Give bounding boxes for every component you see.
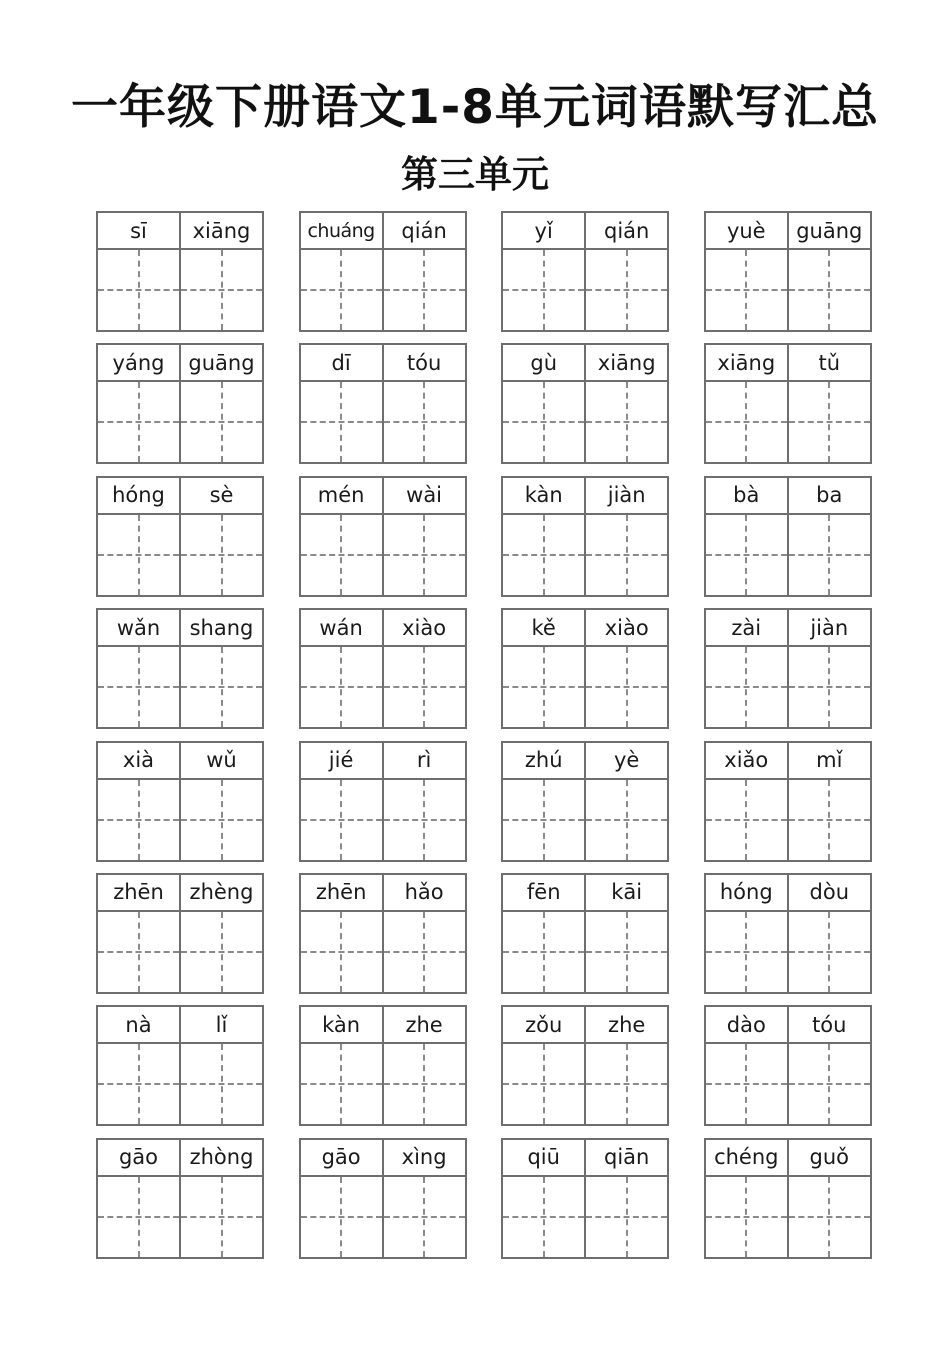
writing-cell[interactable] <box>503 515 586 595</box>
word-box <box>96 211 264 332</box>
pinyin-label: xiāng <box>192 218 251 243</box>
pinyin-label: dòu <box>809 880 850 905</box>
pinyin-label: tóu <box>406 350 442 375</box>
pinyin-row <box>706 478 870 515</box>
pinyin-label: hóng <box>706 875 789 910</box>
writing-cell[interactable] <box>706 382 789 462</box>
writing-cell[interactable] <box>98 1044 181 1124</box>
writing-row <box>503 250 667 330</box>
word-box <box>704 1138 872 1259</box>
writing-cell[interactable] <box>384 1044 465 1124</box>
writing-cell[interactable] <box>384 780 465 860</box>
pinyin-label: kàn <box>301 1007 384 1042</box>
pinyin-row <box>503 743 667 780</box>
word-box <box>96 1005 264 1126</box>
pinyin-row <box>98 1140 262 1177</box>
writing-row <box>98 1044 262 1124</box>
writing-cell[interactable] <box>503 780 586 860</box>
pinyin-label: hǎo <box>404 880 444 905</box>
pinyin-row <box>706 610 870 647</box>
writing-cell[interactable] <box>301 647 384 727</box>
pinyin-label: hóng <box>98 478 181 513</box>
writing-cell[interactable] <box>98 912 181 992</box>
pinyin-label: wài <box>406 483 443 508</box>
pinyin-row <box>301 610 465 647</box>
writing-row <box>706 1044 870 1124</box>
writing-cell[interactable] <box>586 780 667 860</box>
word-box <box>96 873 264 994</box>
word-box <box>501 1138 669 1259</box>
writing-cell[interactable] <box>789 515 870 595</box>
writing-cell[interactable] <box>384 647 465 727</box>
word-grid <box>96 211 869 1259</box>
writing-cell[interactable] <box>181 515 262 595</box>
pinyin-row <box>706 875 870 912</box>
pinyin-label: sè <box>209 483 234 508</box>
pinyin-label: mén <box>301 478 384 513</box>
writing-cell[interactable] <box>706 250 789 330</box>
writing-row <box>503 515 667 595</box>
pinyin-label: shang <box>189 615 254 640</box>
writing-cell[interactable] <box>181 1044 262 1124</box>
word-box <box>299 873 467 994</box>
pinyin-label: zhèng <box>189 880 254 905</box>
pinyin-label: wǎn <box>98 610 181 645</box>
writing-cell[interactable] <box>384 515 465 595</box>
writing-cell[interactable] <box>789 647 870 727</box>
word-box <box>704 343 872 464</box>
writing-cell[interactable] <box>586 912 667 992</box>
word-box <box>501 608 669 729</box>
writing-cell[interactable] <box>789 912 870 992</box>
writing-row <box>706 1177 870 1257</box>
pinyin-row <box>503 610 667 647</box>
pinyin-label: zhe <box>405 1012 443 1037</box>
writing-row <box>98 250 262 330</box>
writing-cell[interactable] <box>301 1177 384 1257</box>
word-box <box>704 211 872 332</box>
word-box <box>501 343 669 464</box>
pinyin-row <box>706 213 870 250</box>
writing-row <box>98 1177 262 1257</box>
pinyin-label: kě <box>503 610 586 645</box>
pinyin-row <box>706 1140 870 1177</box>
pinyin-label: yáng <box>98 345 181 380</box>
pinyin-label: qiū <box>503 1140 586 1175</box>
writing-cell[interactable] <box>706 515 789 595</box>
pinyin-label: zài <box>706 610 789 645</box>
pinyin-row <box>503 213 667 250</box>
pinyin-row <box>503 1007 667 1044</box>
word-box <box>299 476 467 597</box>
writing-row <box>503 780 667 860</box>
pinyin-label: nà <box>98 1007 181 1042</box>
word-box <box>501 741 669 862</box>
pinyin-label: jié <box>301 743 384 778</box>
writing-cell[interactable] <box>503 382 586 462</box>
pinyin-label: jiàn <box>810 615 849 640</box>
pinyin-label: gāo <box>301 1140 384 1175</box>
writing-cell[interactable] <box>706 1044 789 1124</box>
pinyin-label: kāi <box>611 880 643 905</box>
pinyin-label: yuè <box>706 213 789 248</box>
pinyin-label: jiàn <box>607 483 646 508</box>
writing-cell[interactable] <box>789 250 870 330</box>
pinyin-label: yǐ <box>503 213 586 248</box>
writing-row <box>706 382 870 462</box>
pinyin-row <box>301 1007 465 1044</box>
writing-row <box>706 780 870 860</box>
writing-row <box>98 382 262 462</box>
pinyin-row <box>503 875 667 912</box>
writing-row <box>301 382 465 462</box>
writing-cell[interactable] <box>586 250 667 330</box>
pinyin-row <box>98 478 262 515</box>
writing-row <box>503 647 667 727</box>
writing-cell[interactable] <box>181 912 262 992</box>
writing-row <box>98 912 262 992</box>
writing-row <box>301 250 465 330</box>
writing-cell[interactable] <box>384 382 465 462</box>
pinyin-label: tǔ <box>818 350 841 375</box>
pinyin-row <box>301 213 465 250</box>
writing-cell[interactable] <box>98 515 181 595</box>
pinyin-label: kàn <box>503 478 586 513</box>
writing-cell[interactable] <box>98 1177 181 1257</box>
writing-cell[interactable] <box>98 647 181 727</box>
word-box <box>96 741 264 862</box>
pinyin-label: xiāng <box>706 345 789 380</box>
word-box <box>704 476 872 597</box>
writing-row <box>503 1177 667 1257</box>
pinyin-row <box>706 1007 870 1044</box>
pinyin-row <box>98 1007 262 1044</box>
pinyin-row <box>98 213 262 250</box>
writing-row <box>301 780 465 860</box>
writing-cell[interactable] <box>301 382 384 462</box>
writing-cell[interactable] <box>181 647 262 727</box>
pinyin-row <box>301 345 465 382</box>
word-box <box>96 343 264 464</box>
pinyin-label: zhēn <box>301 875 384 910</box>
writing-row <box>503 1044 667 1124</box>
writing-row <box>706 250 870 330</box>
writing-cell[interactable] <box>181 382 262 462</box>
pinyin-row <box>98 743 262 780</box>
word-box <box>299 608 467 729</box>
page-title: 一年级下册语文1-8单元词语默写汇总 <box>71 80 879 135</box>
pinyin-label: ba <box>816 483 843 508</box>
writing-cell[interactable] <box>586 647 667 727</box>
pinyin-label: zhú <box>503 743 586 778</box>
writing-cell[interactable] <box>181 1177 262 1257</box>
pinyin-label: zhe <box>608 1012 646 1037</box>
pinyin-label: dī <box>301 345 384 380</box>
pinyin-label: chéng <box>706 1140 789 1175</box>
pinyin-label: tóu <box>812 1012 847 1037</box>
pinyin-label: chuáng <box>301 213 384 248</box>
writing-cell[interactable] <box>98 382 181 462</box>
pinyin-label: sī <box>98 213 181 248</box>
pinyin-label: zǒu <box>503 1007 586 1042</box>
pinyin-row <box>98 610 262 647</box>
writing-cell[interactable] <box>301 250 384 330</box>
pinyin-label: qián <box>604 218 650 243</box>
writing-row <box>301 1177 465 1257</box>
pinyin-label: zhòng <box>189 1145 254 1170</box>
pinyin-label: zhēn <box>98 875 181 910</box>
pinyin-label: qiān <box>604 1145 650 1170</box>
writing-cell[interactable] <box>384 1177 465 1257</box>
pinyin-label: xìng <box>401 1145 447 1170</box>
writing-cell[interactable] <box>384 250 465 330</box>
writing-cell[interactable] <box>98 250 181 330</box>
pinyin-label: xiāng <box>597 350 656 375</box>
writing-cell[interactable] <box>503 1044 586 1124</box>
pinyin-row <box>98 875 262 912</box>
pinyin-label: wǔ <box>206 748 237 773</box>
pinyin-label: dào <box>706 1007 789 1042</box>
word-box <box>501 1005 669 1126</box>
word-box <box>501 211 669 332</box>
writing-cell[interactable] <box>586 382 667 462</box>
word-box <box>299 1005 467 1126</box>
writing-row <box>503 912 667 992</box>
writing-cell[interactable] <box>789 1177 870 1257</box>
pinyin-row <box>301 875 465 912</box>
writing-cell[interactable] <box>706 780 789 860</box>
pinyin-label: wán <box>301 610 384 645</box>
writing-cell[interactable] <box>503 250 586 330</box>
writing-row <box>301 515 465 595</box>
writing-row <box>503 382 667 462</box>
writing-cell[interactable] <box>503 912 586 992</box>
word-box <box>96 1138 264 1259</box>
writing-cell[interactable] <box>586 515 667 595</box>
pinyin-label: bà <box>706 478 789 513</box>
pinyin-row <box>301 478 465 515</box>
pinyin-row <box>503 345 667 382</box>
pinyin-label: guāng <box>188 350 255 375</box>
writing-cell[interactable] <box>706 647 789 727</box>
writing-cell[interactable] <box>98 780 181 860</box>
writing-cell[interactable] <box>301 780 384 860</box>
writing-row <box>706 647 870 727</box>
writing-cell[interactable] <box>586 1177 667 1257</box>
writing-row <box>98 515 262 595</box>
writing-cell[interactable] <box>503 647 586 727</box>
pinyin-label: xià <box>98 743 181 778</box>
writing-row <box>98 647 262 727</box>
writing-cell[interactable] <box>301 515 384 595</box>
writing-cell[interactable] <box>181 780 262 860</box>
word-box <box>704 1005 872 1126</box>
pinyin-row <box>706 345 870 382</box>
writing-cell[interactable] <box>789 1044 870 1124</box>
word-box <box>299 343 467 464</box>
pinyin-label: gāo <box>98 1140 181 1175</box>
word-box <box>299 1138 467 1259</box>
writing-row <box>301 1044 465 1124</box>
writing-cell[interactable] <box>789 780 870 860</box>
writing-cell[interactable] <box>586 1044 667 1124</box>
pinyin-label: guǒ <box>809 1145 850 1170</box>
word-box <box>96 608 264 729</box>
word-box <box>501 476 669 597</box>
writing-cell[interactable] <box>789 382 870 462</box>
word-box <box>704 741 872 862</box>
pinyin-row <box>98 345 262 382</box>
pinyin-label: fēn <box>503 875 586 910</box>
writing-row <box>301 647 465 727</box>
writing-row <box>301 912 465 992</box>
word-box <box>704 873 872 994</box>
word-box <box>704 608 872 729</box>
writing-row <box>98 780 262 860</box>
pinyin-label: yè <box>614 748 640 773</box>
word-box <box>299 741 467 862</box>
pinyin-label: mǐ <box>816 748 843 773</box>
pinyin-label: rì <box>416 748 432 773</box>
writing-cell[interactable] <box>384 912 465 992</box>
pinyin-row <box>503 478 667 515</box>
pinyin-row <box>706 743 870 780</box>
writing-cell[interactable] <box>503 1177 586 1257</box>
word-box <box>299 211 467 332</box>
writing-cell[interactable] <box>706 1177 789 1257</box>
writing-cell[interactable] <box>181 250 262 330</box>
pinyin-label: guāng <box>796 218 863 243</box>
writing-row <box>706 515 870 595</box>
unit-subtitle: 第三单元 <box>401 153 549 196</box>
pinyin-label: gù <box>503 345 586 380</box>
writing-cell[interactable] <box>301 1044 384 1124</box>
pinyin-label: xiào <box>402 615 447 640</box>
word-box <box>96 476 264 597</box>
word-box <box>501 873 669 994</box>
pinyin-row <box>503 1140 667 1177</box>
pinyin-label: qián <box>401 218 447 243</box>
pinyin-label: lǐ <box>215 1012 228 1037</box>
pinyin-label: xiào <box>604 615 649 640</box>
writing-cell[interactable] <box>301 912 384 992</box>
pinyin-label: xiǎo <box>706 743 789 778</box>
writing-cell[interactable] <box>706 912 789 992</box>
writing-row <box>706 912 870 992</box>
pinyin-row <box>301 743 465 780</box>
pinyin-row <box>301 1140 465 1177</box>
